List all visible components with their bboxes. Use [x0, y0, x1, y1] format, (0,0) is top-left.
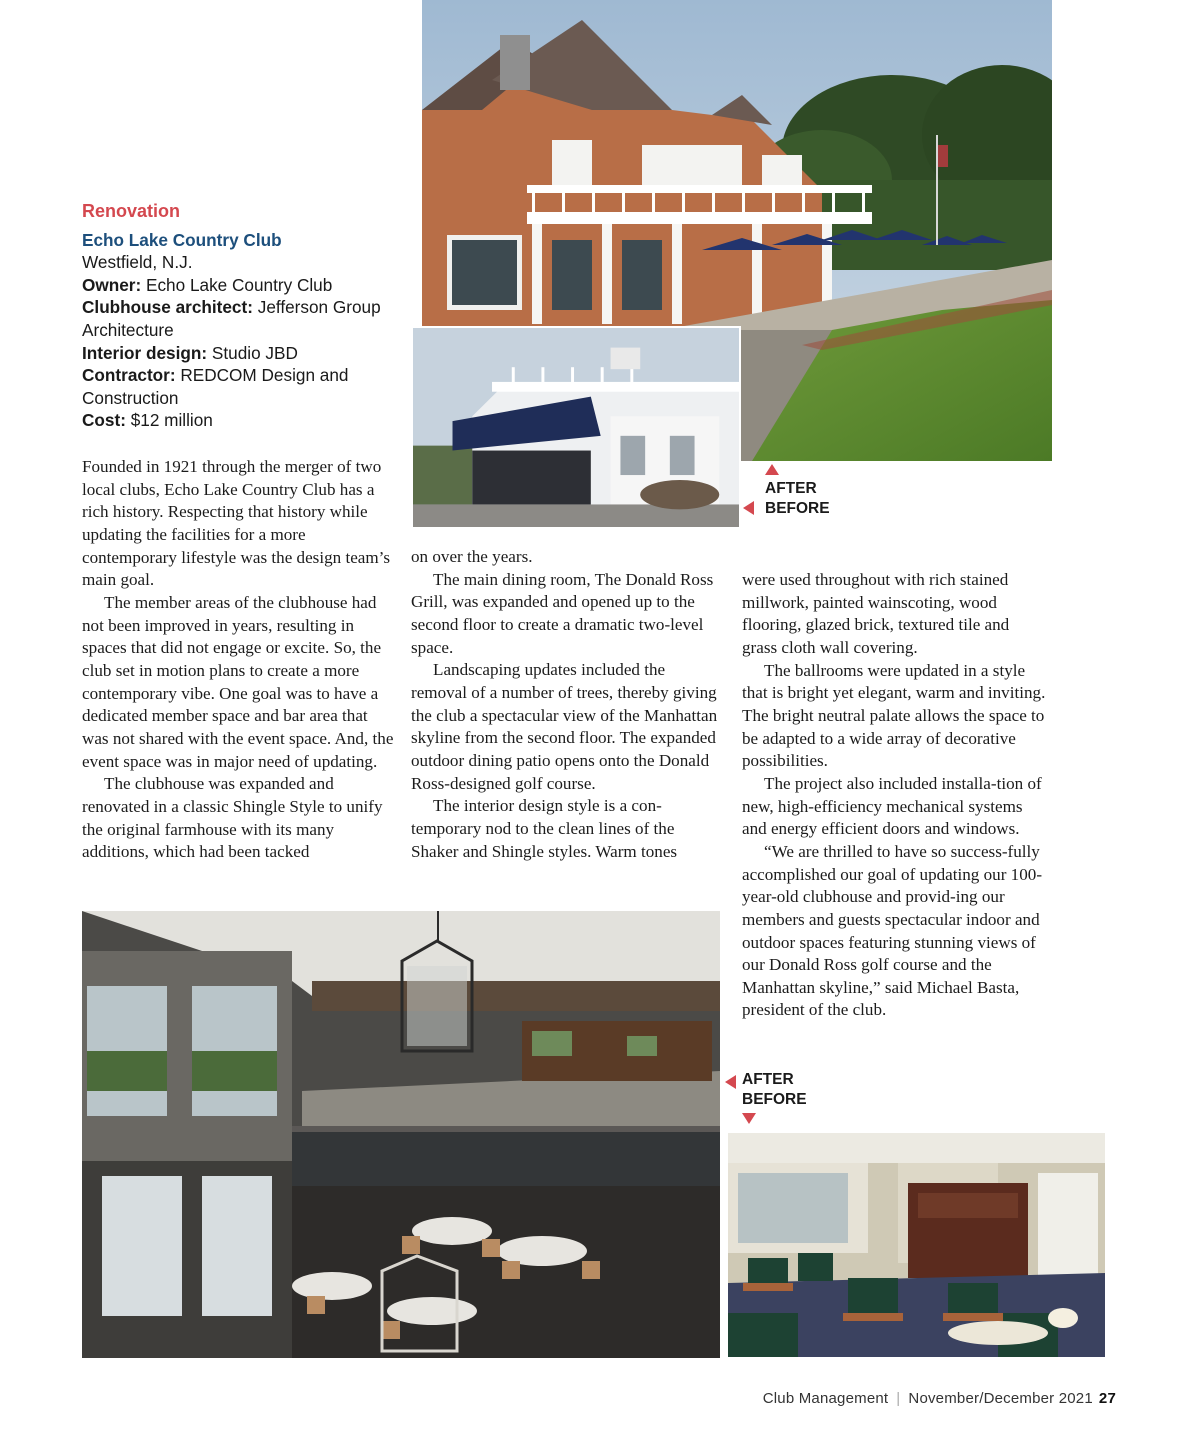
article-column-2	[411, 546, 719, 863]
issue-date: November/December 2021	[908, 1390, 1093, 1407]
architect-line	[82, 296, 402, 341]
article-paragraph: The member areas of the clubhouse had not been improved in years, resulting in spaces that did not engage or excite. So, the club set in motion plans to create a more contemporary vibe. One goal was to have a dedicated member space and bar area that was not shared with the event space. And, the event space was in major need of updating.	[82, 592, 394, 771]
before-arrow-down-icon	[742, 1113, 756, 1124]
before-label-top: BEFORE	[765, 500, 830, 517]
cost-line	[82, 409, 402, 432]
article-paragraph: The project also included installa-tion of new, high-efficiency mechanical systems and energy efficient doors and windows.	[742, 773, 1042, 839]
before-label-mid: BEFORE	[742, 1091, 807, 1108]
article-paragraph: were used throughout with rich stained millwork, painted wainscoting, wood flooring, glazed brick, textured tile and grass cloth wall covering.	[742, 570, 1010, 657]
after-label-mid: AFTER	[742, 1071, 794, 1088]
club-location: Westfield, N.J.	[82, 252, 193, 273]
project-info-block	[82, 200, 402, 432]
article-paragraph: The ballrooms were updated in a style that is bright yet elegant, warm and inviting. The bright neutral palate allows the space to be adapted to a wide array of decorative possibilities.	[742, 660, 1046, 771]
publication-name: Club Management	[762, 1390, 889, 1407]
after-arrow-left-icon	[725, 1075, 736, 1089]
architect-value: Jefferson Group Architecture	[82, 297, 381, 340]
owner-label: Owner:	[82, 274, 142, 295]
after-arrow-up-icon	[765, 464, 779, 475]
architect-label: Clubhouse architect:	[82, 297, 253, 318]
owner-value: Echo Lake Country Club	[146, 274, 333, 295]
interior-label: Interior design:	[82, 342, 208, 363]
cost-value: $12 million	[130, 410, 213, 431]
article-column-3	[742, 569, 1048, 1022]
section-heading: Renovation	[82, 201, 181, 221]
cost-label: Cost:	[82, 410, 126, 431]
page-number: 27	[1098, 1390, 1116, 1407]
contractor-label: Contractor:	[82, 365, 176, 386]
dining-room-before-photo	[728, 1133, 1105, 1357]
interior-line	[82, 342, 402, 365]
interior-value: Studio JBD	[211, 342, 298, 363]
article-column-1	[82, 456, 398, 864]
page-footer	[763, 1390, 1116, 1407]
dining-room-after-photo	[82, 911, 720, 1358]
after-label-top: AFTER	[765, 480, 817, 497]
article-paragraph: The main dining room, The Donald Ross Grill, was expanded and opened up to the second floor to create a dramatic two-level space.	[411, 569, 714, 657]
footer-separator: |	[896, 1390, 901, 1407]
contractor-value: REDCOM Design and Construction	[82, 365, 349, 408]
before-arrow-left-icon	[743, 501, 754, 515]
owner-line	[82, 274, 402, 297]
article-paragraph: The clubhouse was expanded and renovated in a classic Shingle Style to unify the original farmhouse with its many additions, which had been tacked	[82, 774, 383, 862]
article-paragraph: The interior design style is a con-temporary nod to the clean lines of the Shaker and Shingle styles. Warm tones	[411, 796, 678, 861]
article-paragraph: “We are thrilled to have so success-fully accomplished our goal of updating our 100-year-old clubhouse and provid-ing our members and guests spectacular indoor and outdoor spaces featuring stunning views of our Donald Ross golf course and the Manhattan skyline,” said Michael Basta, president of the club.	[742, 841, 1043, 1020]
article-paragraph: Landscaping updates included the removal of a number of trees, thereby giving the club a spectacular view of the Manhattan skyline from the second floor. The expanded outdoor dining patio opens onto the Donald Ross-designed golf course.	[411, 660, 718, 793]
article-paragraph: on over the years.	[411, 547, 533, 566]
article-paragraph: Founded in 1921 through the merger of two local clubs, Echo Lake Country Club has a rich history. Respecting that history while updating the facilities for a more contemporary lifestyle was the design team’s main goal.	[82, 457, 391, 590]
clubhouse-exterior-before-photo	[411, 326, 741, 529]
contractor-line	[82, 364, 402, 409]
club-name: Echo Lake Country Club	[82, 229, 282, 250]
